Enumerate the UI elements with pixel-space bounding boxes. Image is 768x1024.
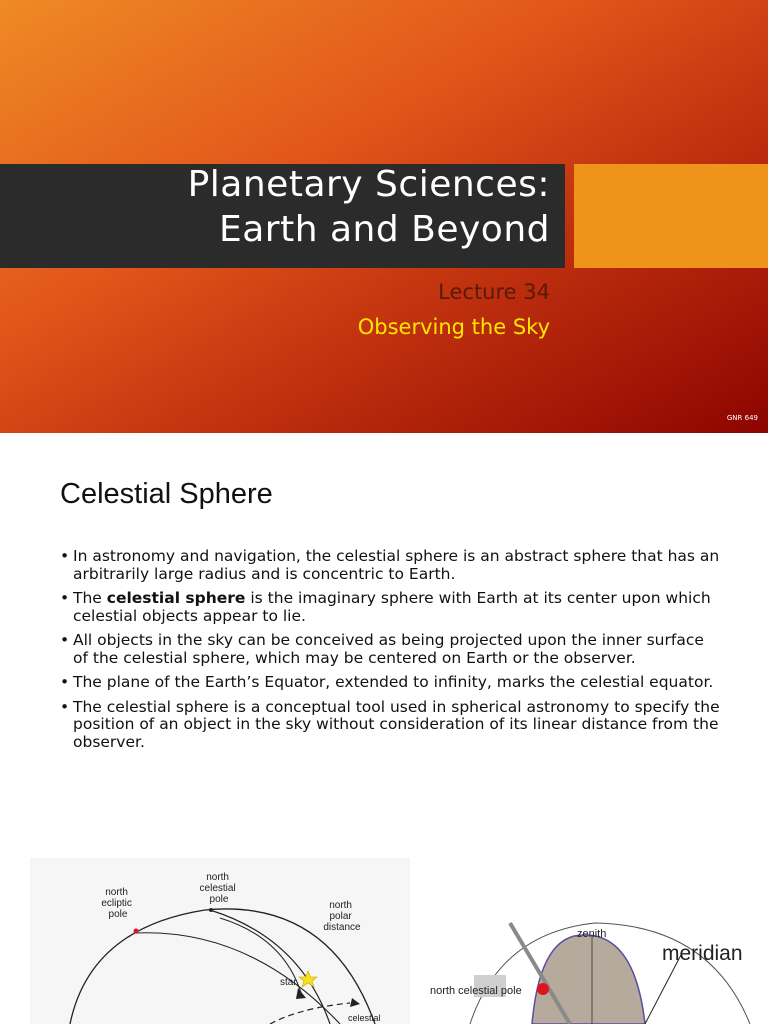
label-nep-2: ecliptic: [101, 898, 132, 909]
bullet-item: • All objects in the sky can be conceived as being projected upon the inner surface of the celestial sphere, which may be centered on Earth or the observer.: [60, 632, 720, 667]
accent-block: [574, 164, 768, 268]
lecture-number: Lecture 34: [438, 280, 550, 304]
bullet-item: • The celestial sphere is the imaginary sphere with Earth at its center upon which celestial objects appear to lie.: [60, 590, 720, 625]
label-nep-3: pole: [108, 909, 128, 920]
course-code: GNR 649: [726, 414, 758, 422]
label-ncp-1: north: [206, 872, 230, 883]
ecliptic-pole-marker: [134, 929, 139, 934]
bullet-item: • In astronomy and navigation, the celestial sphere is an abstract sphere that has an arbitrarily large radius and is concentric to Earth.: [60, 548, 720, 583]
title-slide: [0, 0, 768, 433]
svg-text:north polar di: [323, 900, 361, 933]
equator-dashed: [270, 1003, 350, 1024]
celestial-pole-marker: [209, 908, 213, 912]
bold-term: celestial sphere: [106, 589, 246, 607]
bullet-item: • The celestial sphere is a conceptual tool used in spherical astronomy to specify the position of an object in the sky without consideration of its linear distance from the observer.: [60, 699, 720, 752]
label-meridian: meridian: [662, 942, 743, 965]
content-slide: [0, 433, 768, 1024]
label-celestial: celestial: [348, 1013, 381, 1023]
label-ncp-3: pole: [209, 894, 229, 905]
label-zenith: zenith: [577, 928, 607, 940]
label-ncp-2: celestial: [199, 883, 236, 894]
label-npd-3: distance: [323, 922, 361, 933]
lecture-subtitle: Observing the Sky: [357, 315, 550, 339]
arrowhead: [350, 998, 360, 1007]
svg-text:north celestial: [200, 872, 239, 905]
meridian-diagram: [420, 913, 768, 1024]
pole-dot: [537, 983, 549, 995]
svg-text:north ecliptic: [101, 887, 134, 920]
title-line-2: Earth and Beyond: [219, 209, 550, 250]
celestial-sphere-diagram: [30, 858, 410, 1024]
label-north-celestial-pole: north celestial pole: [430, 985, 522, 997]
label-npd-2: polar: [329, 911, 352, 922]
meridian-shape: [532, 935, 645, 1024]
label-npd-1: north: [329, 900, 353, 911]
bullet-item: • The plane of the Earth’s Equator, extended to infinity, marks the celestial equator.: [60, 674, 720, 692]
slide-heading: Celestial Sphere: [60, 478, 273, 510]
label-nep-1: north: [105, 887, 129, 898]
arrowhead: [296, 988, 306, 999]
bullet-list: [60, 548, 720, 758]
title-line-1: Planetary Sciences:: [187, 164, 550, 205]
star-marker: [299, 971, 317, 987]
label-star: star: [280, 977, 297, 988]
